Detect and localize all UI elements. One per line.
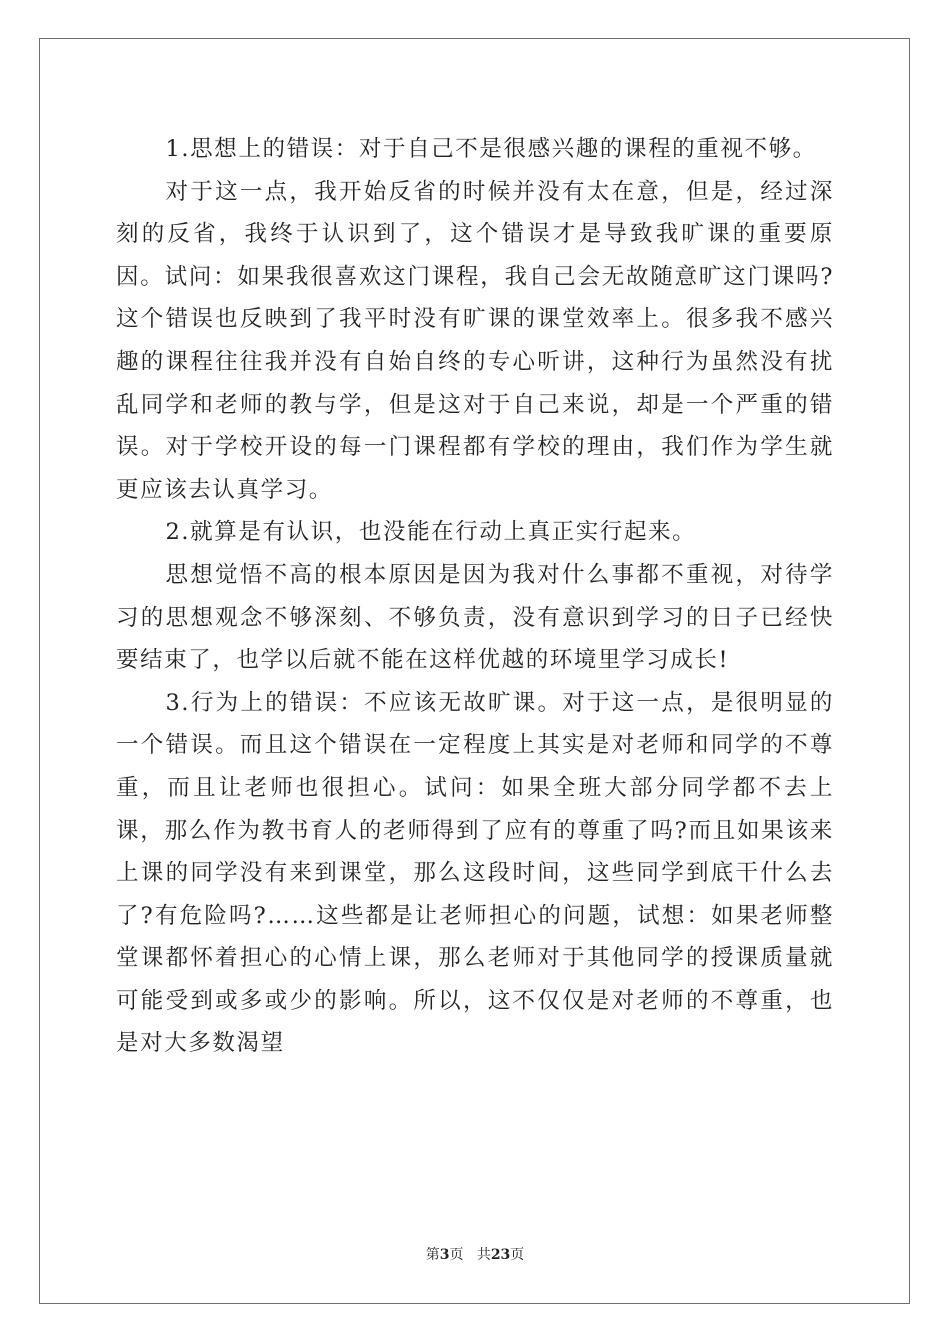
- page-number: 3: [439, 1247, 450, 1263]
- total-pages: 23: [490, 1247, 511, 1263]
- page-prefix: 第: [425, 1247, 440, 1263]
- page-footer: [0, 1244, 950, 1264]
- page-suffix: 页: [449, 1247, 464, 1263]
- paragraph-2: 对于这一点，我开始反省的时候并没有太在意，但是，经过深刻的反省，我终于认识到了，这个错误才是导致我旷课的重要原因。试问：如果我很喜欢这门课程，我自己会无故随意旷这门课吗?这个错误也反映到了我平时没有旷课的课堂效率上。很多我不感兴趣的课程往往我并没有自始自终的专心听讲，这种行为虽然没有扰乱同学和老师的教与学，但是这对于自己来说，却是一个严重的错误。对于学校开设的每一门课程都有学校的理由，我们作为学生就更应该去认真学习。: [116, 178, 834, 503]
- total-suffix: 页: [510, 1247, 525, 1263]
- paragraph-5: 3.行为上的错误：不应该无故旷课。对于这一点，是很明显的一个错误。而且这个错误在一定程度上其实是对老师和同学的不尊重，而且让老师也很担心。试问：如果全班大部分同学都不去上课，那么作为教书育人的老师得到了应有的尊重了吗?而且如果该来上课的同学没有来到课堂，那么这段时间，这些同学到底干什么去了?有危险吗?……这些都是让老师担心的问题，试想：如果老师整堂课都怀着担心的心情上课，那么老师对于其他同学的授课质量就可能受到或多或少的影响。所以，这不仅仅是对老师的不尊重，也是对大多数渴望: [116, 689, 834, 1057]
- document-body: [116, 128, 834, 1065]
- paragraph-3: 2.就算是有认识，也没能在行动上真正实行起来。: [165, 519, 697, 546]
- paragraph-4: 思想觉悟不高的根本原因是因为我对什么事都不重视，对待学习的思想观念不够深刻、不够负责，没有意识到学习的日子已经快要结束了，也学以后就不能在这样优越的环境里学习成长!: [116, 561, 834, 674]
- paragraph-1: 1.思想上的错误：对于自己不是很感兴趣的课程的重视不够。: [165, 136, 817, 162]
- total-prefix: 共: [476, 1247, 491, 1263]
